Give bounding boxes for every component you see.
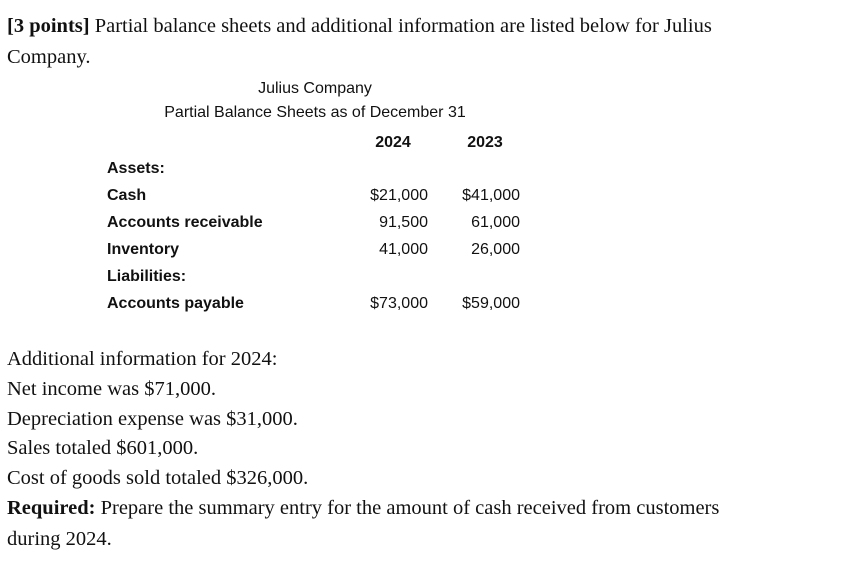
intro-text-line2: Company.	[7, 46, 91, 68]
required-text-line2: during 2024.	[7, 528, 112, 550]
points-label: [3 points]	[7, 15, 90, 37]
balance-sheet-subtitle: Partial Balance Sheets as of December 31	[164, 104, 466, 121]
year-header-2024: 2024	[375, 134, 411, 151]
cash-2024: $21,000	[370, 187, 428, 204]
additional-info-item: Depreciation expense was $31,000.	[7, 408, 298, 430]
year-header-2023: 2023	[467, 134, 503, 151]
question-intro-line1	[7, 15, 712, 38]
additional-info-item: Net income was $71,000.	[7, 378, 216, 400]
accounts-payable-2023: $59,000	[462, 295, 520, 312]
row-label-accounts-payable: Accounts payable	[107, 295, 244, 312]
inventory-2023: 26,000	[471, 241, 520, 258]
assets-label: Assets:	[107, 160, 165, 177]
row-label-accounts-receivable: Accounts receivable	[107, 214, 263, 231]
required-line1	[7, 497, 719, 520]
inventory-2024: 41,000	[379, 241, 428, 258]
accounts-receivable-2024: 91,500	[379, 214, 428, 231]
additional-info-heading: Additional information for 2024:	[7, 348, 278, 370]
company-name: Julius Company	[258, 80, 372, 97]
additional-info-item: Cost of goods sold totaled $326,000.	[7, 467, 309, 489]
liabilities-label: Liabilities:	[107, 268, 187, 285]
required-text-line1: Prepare the summary entry for the amount of cash received from customers	[95, 497, 720, 519]
row-label-inventory: Inventory	[107, 241, 180, 258]
intro-text-line1: Partial balance sheets and additional information are listed below for Julius	[94, 15, 712, 37]
accounts-receivable-2023: 61,000	[471, 214, 520, 231]
additional-info-item: Sales totaled $601,000.	[7, 437, 199, 459]
accounts-payable-2024: $73,000	[370, 295, 428, 312]
row-label-cash: Cash	[107, 187, 147, 204]
required-label: Required:	[7, 497, 96, 519]
cash-2023: $41,000	[462, 187, 520, 204]
